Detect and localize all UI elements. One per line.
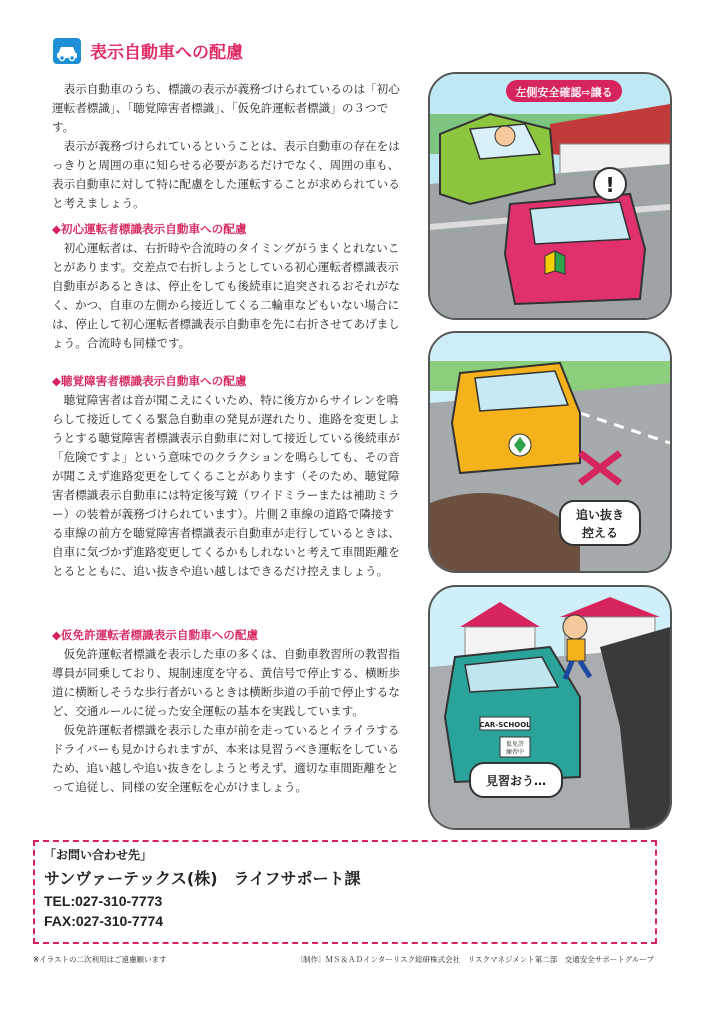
bubble-line2: 控える [581, 526, 619, 540]
section-paragraph: 仮免許運転者標識を表示した車の多くは、自動車教習所の教習指導員が同乗しており、規制速度を守る、黄信号で停止する、横断歩道に横断しそうな歩行者がいるときは横断歩道の手前で停止するなど、交通ルールに従った安全運転の基本を実践しています。 [52, 647, 400, 718]
section-paragraph: 聴覚障害者は音が聞こえにくいため、特に後方からサイレンを鳴らして接近してくる緊急自動車の発見が遅れたり、進路を変更しようとする聴覚障害者標識表示自動車に対して接近している後続車が「危険ですよ」という意味でのクラクションを鳴らしても、その音が聞こえず進路変更をしてくることがあります（そのため、聴覚障害者標識表示自動車には特定後写鏡（ワイドミラーまたは補助ミラー）の装着が義務づけられています）。片側２車線の道路で隣接する車線の前方を聴覚障害者標識表示自動車が走行しているときは、自車に気づかず進路変更してくるかもしれないと考えて車間距離をとるとともに、追い抜きや追い越しはできるだけ控えましょう。 [52, 393, 400, 578]
car-school-text: CAR-SCHOOL [479, 721, 531, 729]
contact-fax: FAX:027-310-7774 [44, 913, 164, 929]
contact-heading: 「お問い合わせ先」 [44, 848, 153, 862]
teal-car [445, 647, 580, 782]
section-heading: ◆初心運転者標識表示自動車への配慮 [52, 222, 247, 236]
footer-credit: 〔制作〕ＭＳ＆ＡＤインターリスク総研株式会社 リスクマネジメント第二部 交通安全サポートグループ [295, 955, 654, 964]
intro-paragraph: 表示自動車のうち、標識の表示が義務づけられているのは「初心運転者標識」、「聴覚障害者標識」、「仮免許運転者標識」の３つです。 [52, 82, 400, 134]
bubble-sign-text: 左側安全確認⇨譲る [515, 86, 613, 99]
illustration-beginner-car [428, 72, 672, 320]
illustration-provisional-car [428, 585, 672, 830]
section-paragraph: 初心運転者は、右折時や合流時のタイミングがうまくとれないことがあります。交差点で右折しようとしている初心運転者標識表示自動車があるときは、停止をしても後続車に追突されるおそれがなく、かつ、自車の左側から接近してくる二輪車などもいない場合には、停止して初心運転者標識表示自動車を先に右折させてあげましょう。合流時も同様です。 [52, 241, 400, 350]
intro-text [52, 80, 404, 213]
illustration-hearing-car [428, 331, 672, 573]
bubble-line1: 追い抜き [575, 508, 625, 522]
pink-car [505, 194, 645, 304]
page-title: 表示自動車への配慮 [90, 43, 243, 63]
intro-paragraph: 表示が義務づけられているということは、表示自動車の存在をはっきりと周囲の車に知らせる必要があるだけでなく、周囲の車も、表示自動車に対して特に配慮をした運転することが求められていると考えましょう。 [52, 139, 400, 210]
section-heading: ◆仮免許運転者標識表示自動車への配慮 [52, 628, 259, 642]
section-beginner [52, 220, 404, 353]
section-hearing [52, 372, 404, 581]
plate-line2: 練習中 [505, 749, 525, 756]
bubble-text: 見習おう… [485, 774, 547, 788]
exclamation-text: ! [605, 173, 615, 197]
plate-line1: 仮免許 [505, 741, 525, 748]
section-provisional [52, 626, 404, 797]
contact-tel[interactable]: TEL:027-310-7773 [44, 893, 163, 909]
car-icon [53, 38, 81, 64]
yellow-car [452, 363, 580, 473]
contact-company: サンヴァーテックス(株) ライフサポート課 [44, 869, 361, 888]
section-paragraph: 仮免許運転者標識を表示した車が前を走っているとイライラするドライバーも見かけられますが、本来は見習うべき運転をしているため、追い越しや追い抜きをしようと考えず、適切な車間距離をとって追従し、同様の安全運転を心がけましょう。 [52, 723, 400, 794]
footer-note: ※イラストの二次利用はご遠慮願います [33, 955, 167, 964]
section-heading: ◆聴覚障害者標識表示自動車への配慮 [52, 374, 247, 388]
